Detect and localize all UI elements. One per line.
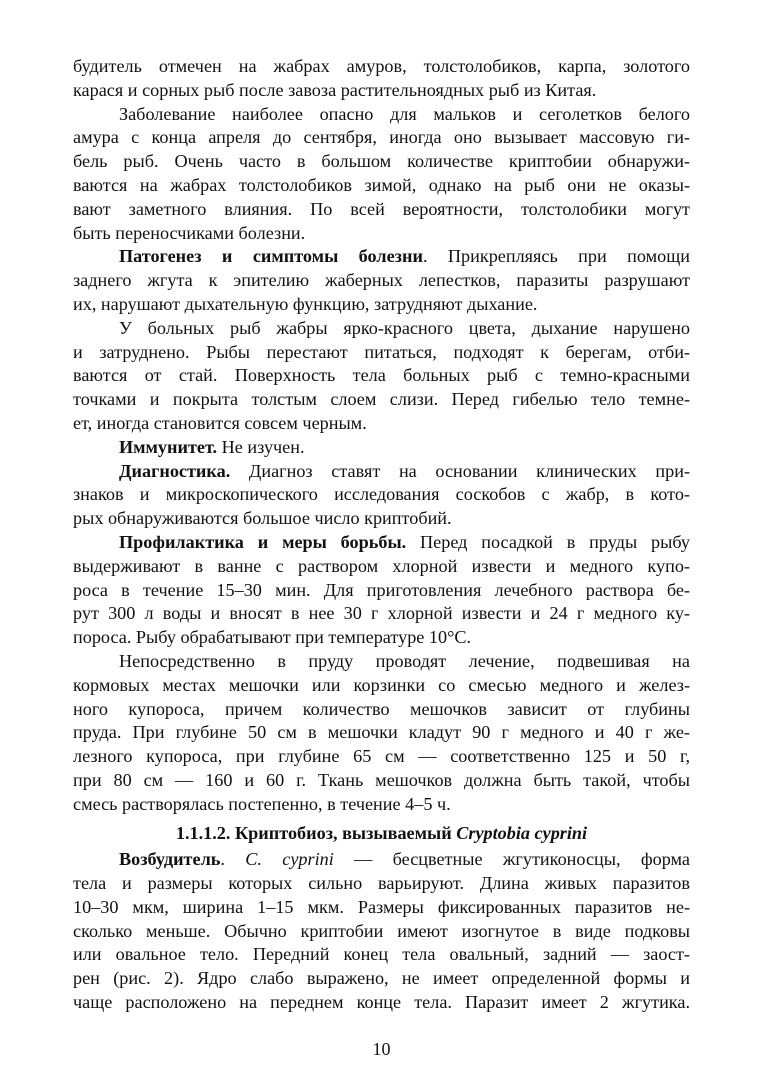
text-line: ет, иногда становится совсем черным.	[73, 412, 367, 433]
text-line: рут 300 л воды и вносят в нее 30 г хлорной извести и 24 г медного ку-	[73, 603, 690, 624]
agent-species: C. cyprini	[245, 849, 334, 870]
text-line: выдерживают в ванне с раствором хлорной извести и медного купо-	[73, 555, 690, 576]
section-heading	[73, 822, 690, 846]
page-number: 10	[372, 1039, 391, 1059]
text-line: заднего жгута к эпителию жаберных лепестков, паразиты разрушают	[73, 270, 690, 291]
text-line: точками и покрыта толстым слоем слизи. Перед гибелью тело темне-	[73, 389, 690, 410]
agent-heading: Возбудитель	[119, 849, 221, 870]
text-line: ного купороса, причем количество мешочков зависит от глубины	[73, 698, 690, 719]
text-line: знаков и микроскопического исследования соскобов с жабр, в кото-	[73, 484, 690, 505]
text-line: вают заметного влияния. По всей вероятности, толстолобики могут	[73, 198, 690, 219]
diagnostics-lead-line	[73, 460, 690, 484]
prevention-lead-text: Перед посадкой в пруды рыбу	[406, 531, 690, 552]
section-latin-name: Cryptobia cyprini	[456, 822, 588, 843]
text-line: бель рыб. Очень часто в большом количестве криптобии обнаружи-	[73, 151, 690, 172]
text-line: чаще расположено на переднем конце тела. Паразит имеет 2 жгутика.	[73, 992, 690, 1013]
text-line: тела и размеры которых сильно варьируют. Длина живых паразитов	[73, 873, 690, 894]
text-line: пруда. При глубине 50 см в мешочки кладут 90 г медного и 40 г же-	[73, 722, 690, 743]
text-line: будитель отмечен на жабрах амуров, толстолобиков, карпа, золотого	[73, 56, 690, 76]
pathogenesis-lead-line	[73, 245, 690, 269]
agent-lead-line	[73, 848, 690, 872]
text-line: 10–30 мкм, ширина 1–15 мкм. Размеры фиксированных паразитов не-	[73, 896, 690, 917]
text-line: Непосредственно в пруду проводят лечение, подвешивая на	[119, 650, 690, 671]
text-line: сколько меньше. Обычно криптобии имеют изогнутое в виде подковы	[73, 920, 690, 941]
agent-sep: .	[220, 849, 246, 870]
immunity-heading: Иммунитет.	[119, 436, 218, 457]
prevention-lead-line	[73, 531, 690, 555]
text-line: ваются на жабрах толстолобиков зимой, однако на рыб они не оказы-	[73, 174, 690, 195]
text-line: лезного купороса, при глубине 65 см — соответственно 125 и 50 г,	[73, 746, 690, 767]
text-line: быть переносчиками болезни.	[73, 222, 306, 243]
text-line: смесь растворялась постепенно, в течение 4–5 ч.	[73, 793, 451, 814]
text-line: Заболевание наиболее опасно для мальков и сеголетков белого	[119, 103, 690, 124]
text-line: их, нарушают дыхательную функцию, затрудняют дыхание.	[73, 293, 538, 314]
text-line: и затруднено. Рыбы перестают питаться, подходят к берегам, отби-	[73, 341, 690, 362]
text-line: кормовых местах мешочки или корзинки со смесью медного и желез-	[73, 674, 690, 695]
text-line: рых обнаруживаются большое число криптобий.	[73, 508, 452, 529]
prevention-heading: Профилактика и меры борьбы.	[119, 531, 407, 552]
immunity-text: Не изучен.	[217, 436, 305, 457]
agent-lead-text: — бесцветные жгутиконосцы, форма	[333, 849, 691, 870]
text-line: карася и сорных рыб после завоза растительноядных рыб из Китая.	[73, 79, 597, 100]
immunity-line	[73, 436, 690, 460]
text-line: при 80 см — 160 и 60 г. Ткань мешочков должна быть такой, чтобы	[73, 769, 690, 790]
text-line: или овальное тело. Передний конец тела овальный, задний — заост-	[73, 944, 690, 965]
pathogenesis-lead-text: . Прикрепляясь при помощи	[422, 246, 690, 267]
text-line: рен (рис. 2). Ядро слабо выражено, не имеет определенной формы и	[73, 968, 690, 989]
pathogenesis-heading: Патогенез и симптомы болезни	[119, 246, 423, 267]
text-line: пороса. Рыбу обрабатывают при температуре 10°С.	[73, 627, 472, 648]
text-line: ваются от стай. Поверхность тела больных рыб с темно-красными	[73, 365, 690, 386]
body-text	[73, 55, 690, 1015]
diagnostics-heading: Диагностика.	[119, 460, 231, 481]
text-line: роса в течение 15–30 мин. Для приготовления лечебного раствора бе-	[73, 579, 690, 600]
text-line: амура с конца апреля до сентября, иногда оно вызывает массовую ги-	[73, 127, 690, 148]
diagnostics-lead-text: Диагноз ставят на основании клинических при-	[230, 460, 690, 481]
section-number-title: 1.1.1.2. Криптобиоз, вызываемый	[175, 822, 457, 843]
text-line: У больных рыб жабры ярко-красного цвета, дыхание нарушено	[119, 317, 690, 338]
